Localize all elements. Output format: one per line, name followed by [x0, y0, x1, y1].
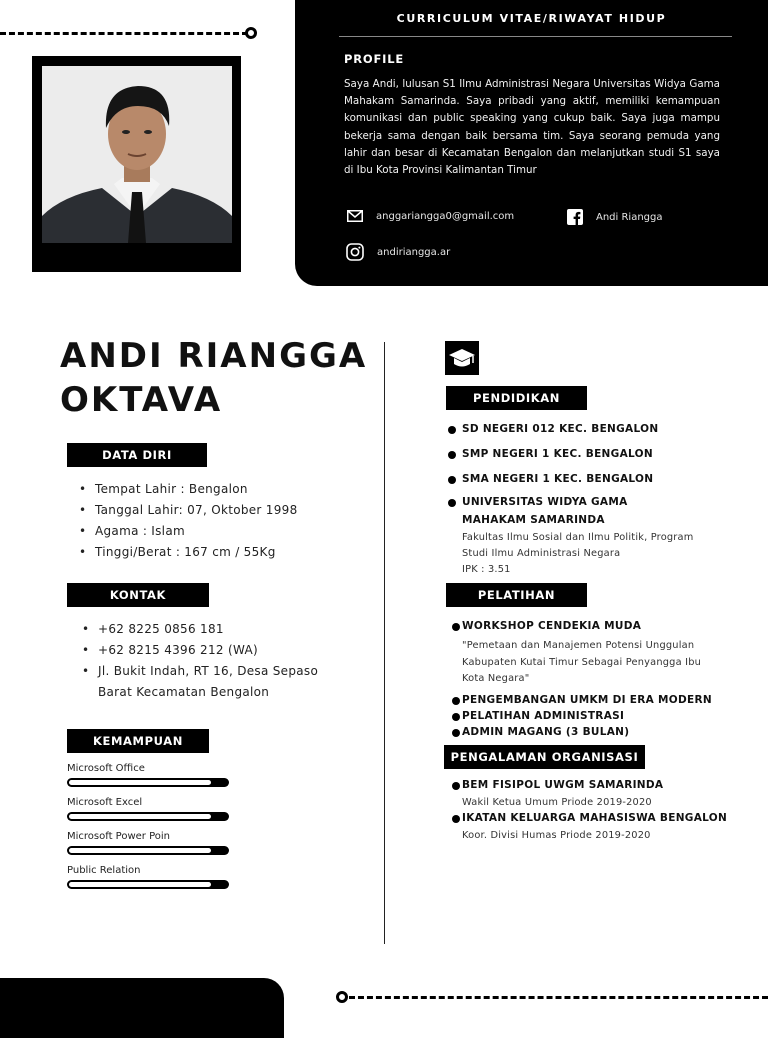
bullet-dot [452, 623, 460, 631]
contact-instagram [346, 243, 450, 261]
email-text: anggariangga0@gmail.com [376, 210, 515, 222]
kontak-heading: KONTAK [67, 583, 209, 607]
full-name [60, 334, 367, 422]
cv-title: CURRICULUM VITAE/RIWAYAT HIDUP [396, 12, 667, 25]
bullet-dot [452, 713, 460, 721]
ipk-text: IPK : 3.51 [462, 564, 511, 575]
skill-label: Public Relation [67, 865, 141, 876]
bullet-dot [452, 782, 460, 790]
skill-item [67, 865, 229, 889]
bullet-dot [448, 476, 456, 484]
bullet-dot [448, 499, 456, 507]
profile-heading: PROFILE [344, 52, 404, 66]
list-item: • Tinggi/Berat : 167 cm / 55Kg [79, 545, 276, 559]
list-item: • +62 8215 4396 212 (WA) [82, 643, 258, 657]
skill-level-fill [69, 780, 211, 785]
skill-item [67, 831, 229, 855]
list-item: • Tempat Lahir : Bengalon [79, 482, 248, 496]
skill-label: Microsoft Office [67, 763, 145, 774]
list-item: • Agama : Islam [79, 524, 185, 538]
contact-facebook [567, 209, 663, 225]
skill-item [67, 797, 229, 821]
list-item: Barat Kecamatan Bengalon [98, 685, 270, 699]
header-panel [295, 0, 768, 286]
profile-text: Saya Andi, lulusan S1 Ilmu Administrasi Negara Universitas Widya Gama Mahakam Samarinda. Saya pribadi yang aktif, memiliki kemampuan komunikasi dan public speaking yang cukup baik. Saya juga mampu bekerja sama dengan baik bersama tim. Saya seorang pemuda yang lahir dan besar di Kecamatan Bengalon dan melanjutkan studi S1 saya di Ibu Kota Provinsi Kalimantan Timur [344, 78, 720, 177]
list-item: • Jl. Bukit Indah, RT 16, Desa Sepaso [82, 664, 319, 678]
pelatihan-item: PELATIHAN ADMINISTRASI [462, 710, 625, 722]
name-line-1: ANDI RIANGGA [60, 336, 368, 376]
bullet-dot [452, 815, 460, 823]
bullet-dot [452, 729, 460, 737]
facebook-text: Andi Riangga [596, 211, 663, 223]
mail-icon [347, 210, 363, 222]
skill-level-fill [69, 848, 211, 853]
pendidikan-item-cont: MAHAKAM SAMARINDA [462, 514, 605, 526]
skill-bar [67, 778, 229, 787]
pelatihan-item: PENGEMBANGAN UMKM DI ERA MODERN [462, 694, 712, 706]
organisasi-item: BEM FISIPOL UWGM SAMARINDA [462, 779, 664, 791]
column-divider [384, 342, 385, 944]
pelatihan-heading: PELATIHAN [446, 583, 587, 607]
kontak-list [82, 619, 372, 703]
pelatihan-item: ADMIN MAGANG (3 BULAN) [462, 726, 630, 738]
pendidikan-item: UNIVERSITAS WIDYA GAMA [462, 496, 628, 508]
bottom-line-dot [336, 991, 348, 1003]
name-line-2: OKTAVA [60, 380, 223, 420]
profile-photo [42, 66, 232, 243]
list-item: • Tanggal Lahir: 07, Oktober 1998 [79, 503, 298, 517]
top-dashed-line [0, 32, 248, 35]
skill-label: Microsoft Excel [67, 797, 143, 808]
skill-bar [67, 812, 229, 821]
kemampuan-heading: KEMAMPUAN [67, 729, 209, 753]
bottom-dashed-line [349, 996, 768, 999]
skill-item [67, 763, 229, 787]
pendidikan-heading: PENDIDIKAN [446, 386, 587, 410]
skill-bar [67, 880, 229, 889]
organisasi-heading: PENGALAMAN ORGANISASI [444, 745, 645, 769]
instagram-icon [346, 243, 364, 261]
cv-title-rule [339, 36, 732, 37]
bottom-black-tab [0, 978, 284, 1038]
pendidikan-item: SMP NEGERI 1 KEC. BENGALON [462, 448, 653, 460]
organisasi-item: IKATAN KELUARGA MAHASISWA BENGALON [462, 812, 728, 824]
organisasi-role: Koor. Divisi Humas Priode 2019-2020 [462, 830, 651, 841]
pendidikan-item: SD NEGERI 012 KEC. BENGALON [462, 423, 659, 435]
person-illustration [42, 66, 232, 243]
instagram-text: andiriangga.ar [377, 246, 451, 258]
profile-photo-frame [32, 56, 241, 272]
skill-level-fill [69, 882, 211, 887]
pendidikan-item: SMA NEGERI 1 KEC. BENGALON [462, 473, 654, 485]
faculty-text: Fakultas Ilmu Sosial dan Ilmu Politik, Program Studi Ilmu Administrasi Negara IPK : 3.51 [462, 530, 752, 578]
graduation-cap-icon [445, 341, 479, 375]
contact-email [347, 210, 514, 222]
data-diri-heading: DATA DIRI [67, 443, 207, 467]
skill-level-fill [69, 814, 211, 819]
bullet-dot [448, 426, 456, 434]
organisasi-role: Wakil Ketua Umum Priode 2019-2020 [462, 797, 652, 808]
bullet-dot [448, 451, 456, 459]
top-line-dot [245, 27, 257, 39]
list-item: • +62 8225 0856 181 [82, 622, 224, 636]
data-diri-list [79, 479, 369, 563]
bullet-dot [452, 697, 460, 705]
skill-label: Microsoft Power Poin [67, 831, 171, 842]
facebook-icon [567, 209, 583, 225]
skill-bar [67, 846, 229, 855]
pelatihan-item: WORKSHOP CENDEKIA MUDA [462, 620, 642, 632]
workshop-description: "Pemetaan dan Manajemen Potensi Unggulan Kabupaten Kutai Timur Sebagai Penyangga Ibu Kota Negara" [462, 640, 702, 684]
